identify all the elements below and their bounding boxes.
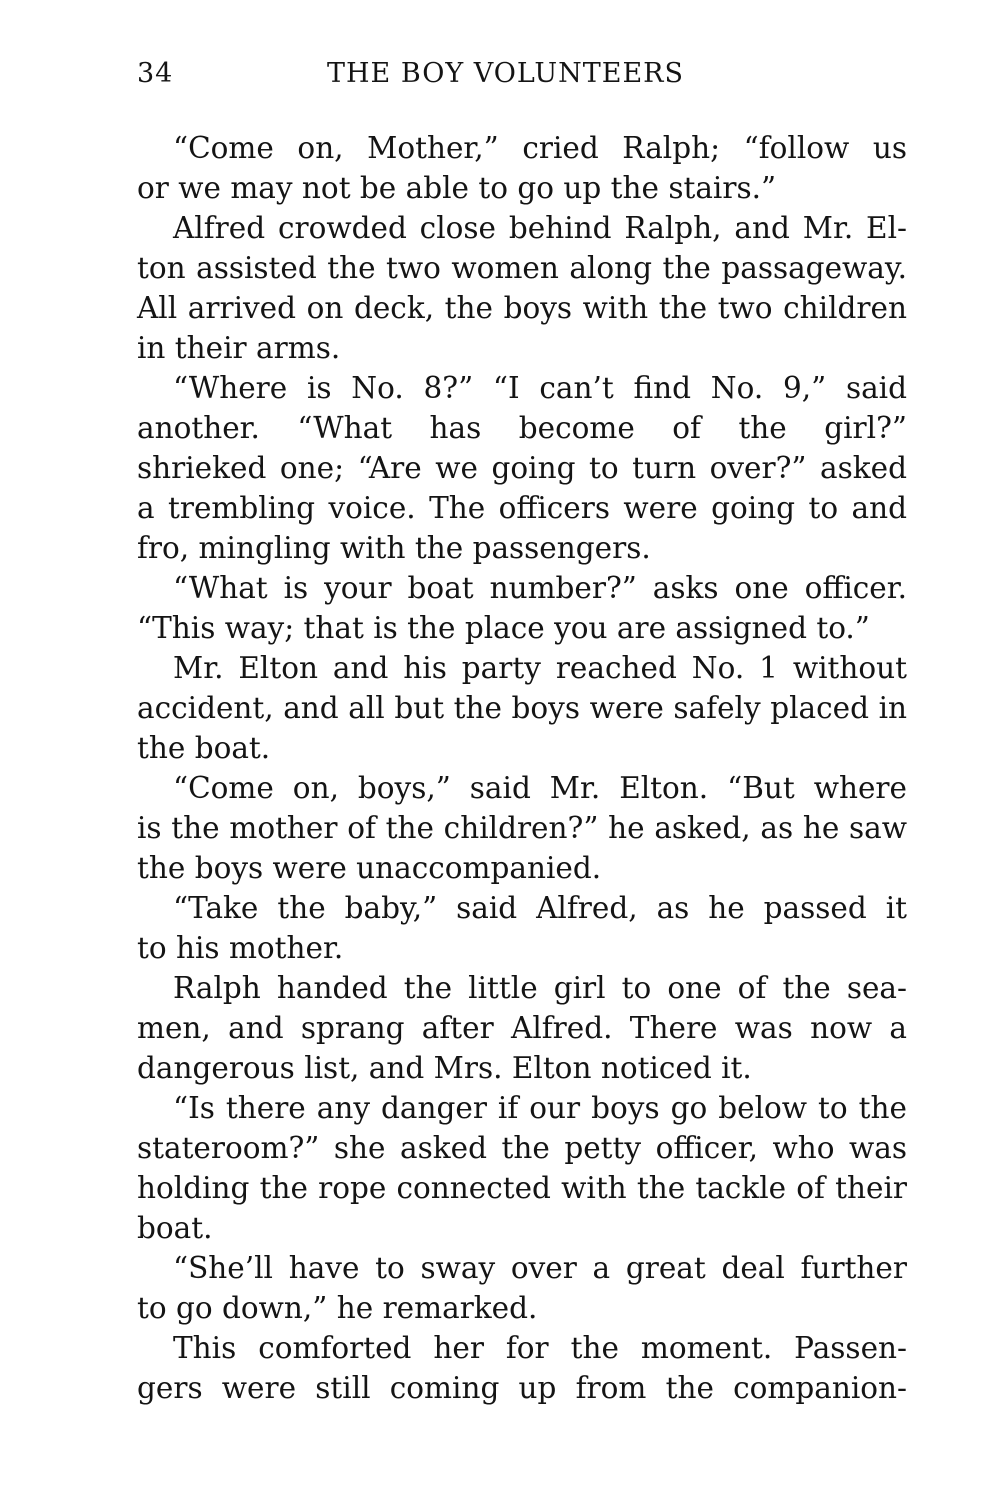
text-line: “Come on, boys,” said Mr. Elton. “But where <box>173 771 907 805</box>
text-line: the boys were unaccompanied. <box>137 851 602 885</box>
text-line: to his mother. <box>137 931 344 965</box>
text-line: to go down,” he remarked. <box>137 1291 538 1325</box>
text-line: or we may not be able to go up the stairs.” <box>137 171 777 205</box>
text-line: in their arms. <box>137 331 341 365</box>
text-line: Alfred crowded close behind Ralph, and Mr. El- <box>173 211 907 245</box>
text-line: “What is your boat number?” asks one officer. <box>173 571 907 605</box>
text-line: accident, and all but the boys were safely placed in <box>137 691 907 725</box>
text-line: boat. <box>137 1211 213 1245</box>
text-line: holding the rope connected with the tackle of their <box>137 1171 907 1205</box>
text-line: All arrived on deck, the boys with the two children <box>137 291 907 325</box>
page-number: 34 <box>137 58 174 89</box>
text-line: shrieked one; “Are we going to turn over?” asked <box>137 451 907 485</box>
text-line: gers were still coming up from the companion- <box>137 1371 907 1405</box>
text-line: This comforted her for the moment. Passen- <box>173 1331 907 1365</box>
text-line: Ralph handed the little girl to one of the sea- <box>173 971 907 1005</box>
running-head <box>137 58 907 102</box>
text-line: men, and sprang after Alfred. There was now a <box>137 1011 907 1045</box>
text-line: “Take the baby,” said Alfred, as he passed it <box>173 891 907 925</box>
text-line: “Come on, Mother,” cried Ralph; “follow us <box>173 131 907 165</box>
text-line: stateroom?” she asked the petty officer, who was <box>137 1131 907 1165</box>
text-line: dangerous list, and Mrs. Elton noticed it. <box>137 1051 752 1085</box>
text-line: the boat. <box>137 731 271 765</box>
body-text <box>137 128 907 1408</box>
text-line: “This way; that is the place you are assigned to.” <box>137 611 870 645</box>
text-line: a trembling voice. The officers were going to and <box>137 491 907 525</box>
running-title: THE BOY VOLUNTEERS <box>327 58 684 89</box>
text-line: ton assisted the two women along the passageway. <box>137 251 907 285</box>
text-line: Mr. Elton and his party reached No. 1 without <box>173 651 907 685</box>
text-line: another. “What has become of the girl?” <box>137 411 907 445</box>
text-line: “Where is No. 8?” “I can’t find No. 9,” said <box>173 371 907 405</box>
text-line: “Is there any danger if our boys go below to the <box>173 1091 907 1125</box>
text-line: is the mother of the children?” he asked, as he saw <box>137 811 907 845</box>
text-line: fro, mingling with the passengers. <box>137 531 651 565</box>
text-line: “She’ll have to sway over a great deal further <box>173 1251 907 1285</box>
